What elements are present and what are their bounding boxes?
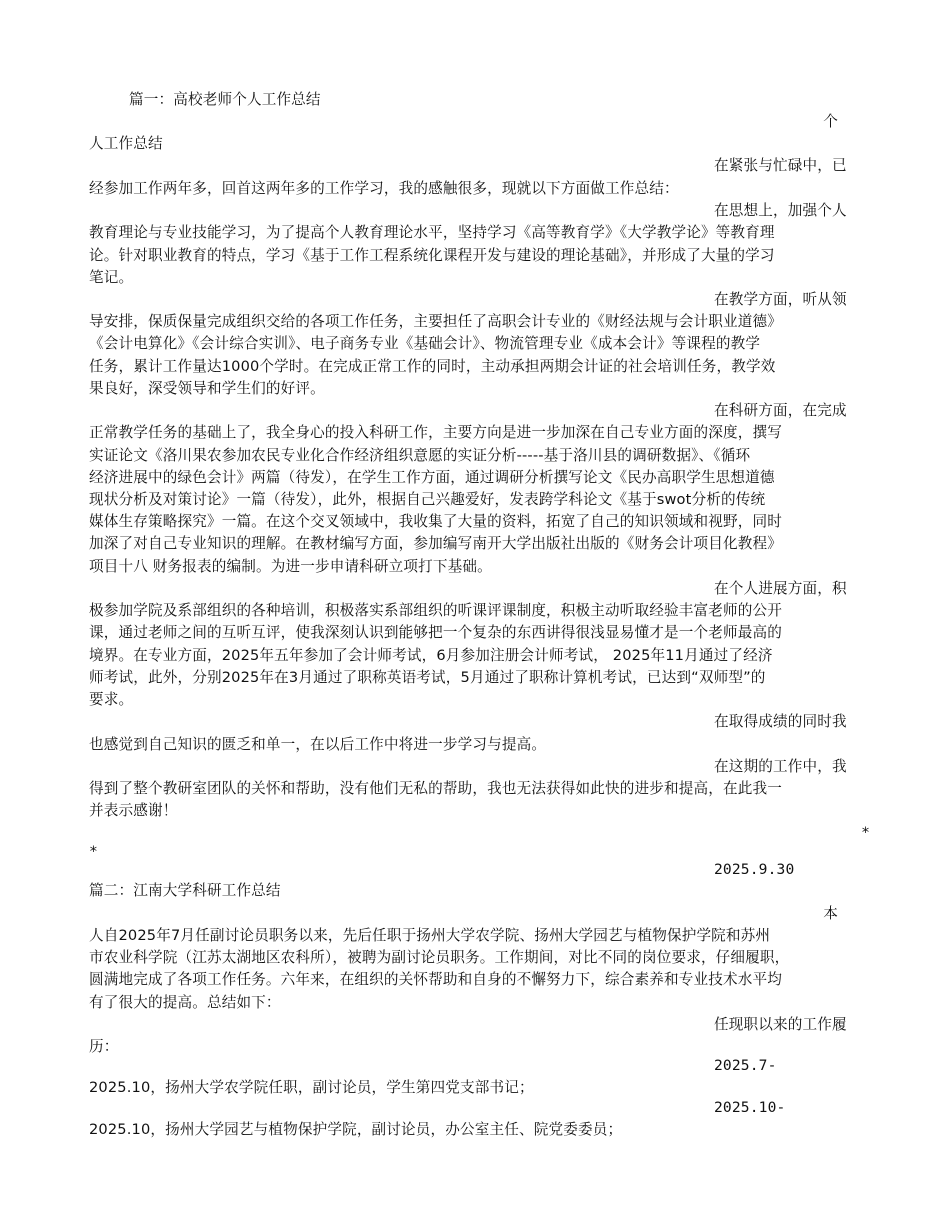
text-line: 圆满地完成了各项工作任务。六年来，在组织的关怀帮助和自身的不懈努力下，综合素养和专业技术水平均 xyxy=(89,971,782,988)
text-line: 课，通过老师之间的互听互评，使我深刻认识到能够把一个复杂的东西讲得很浅显易懂才是一个老师最高的 xyxy=(89,624,782,641)
text-line: 在个人进展方面，积 xyxy=(714,580,847,597)
text-line: 《会计电算化》《会计综合实训》、电子商务专业《基础会计》、物流管理专业《成本会计》等课程的教学 xyxy=(89,335,761,352)
text-line: 2025.10，扬州大学农学院任职，副讨论员，学生第四党支部书记； xyxy=(89,1079,534,1096)
text-line: 笔记。 xyxy=(89,269,134,286)
signature-date: 2025.9.30 xyxy=(714,861,795,878)
text-line: 要求。 xyxy=(89,691,134,708)
text-line: 本 xyxy=(823,905,838,922)
asterisk-mark: * xyxy=(861,824,870,841)
text-line: 经济进展中的绿色会计》两篇（待发），在学生工作方面，通过调研分析撰写论文《民办高职学生思想道德 xyxy=(89,469,775,486)
text-line: 教育理论与专业技能学习，为了提高个人教育理论水平，坚持学习《高等教育学》《大学教学论》等教育理 xyxy=(89,224,775,241)
text-line: 论。针对职业教育的特点，学习《基于工作工程系统化课程开发与建设的理论基础》，并形成了大量的学习 xyxy=(89,247,775,264)
text-line: 历： xyxy=(89,1038,119,1055)
text-line: 在这期的工作中，我 xyxy=(714,758,847,775)
text-line: 有了很大的提高。总结如下： xyxy=(89,994,281,1011)
section2-title: 篇二：江南大学科研工作总结 xyxy=(89,882,281,899)
text-line: 人工作总结 xyxy=(89,135,163,152)
text-line: 个 xyxy=(823,113,838,130)
text-line: 市农业科学院（江苏太湖地区农科所），被聘为副讨论员职务。工作期间，对比不同的岗位要求，仔细履职， xyxy=(89,949,790,966)
text-line: 导安排，保质保量完成组织交给的各项工作任务，主要担任了高职会计专业的《财经法规与会计职业道德》 xyxy=(89,313,782,330)
date-range-start: 2025.7- xyxy=(714,1057,777,1074)
text-line: 经参加工作两年多，回首这两年多的工作学习，我的感触很多，现就以下方面做工作总结： xyxy=(89,180,679,197)
text-line: 在思想上，加强个人 xyxy=(714,202,847,219)
text-line: 项目十八 财务报表的编制。为进一步申请科研立项打下基础。 xyxy=(89,558,492,575)
text-line: 境界。在专业方面，2025年五年参加了会计师考试，6月参加注册会计师考试， 2025年11月通过了经济 xyxy=(89,647,773,664)
text-line: 加深了对自己专业知识的理解。在教材编写方面，参加编写南开大学出版社出版的《财务会计项目化教程》 xyxy=(89,535,782,552)
text-line: 实证论文《洛川果农参加农民专业化合作经济组织意愿的实证分析-----基于洛川县的调研数据》、《循环 xyxy=(89,447,751,464)
text-line: 任现职以来的工作履 xyxy=(714,1016,847,1033)
text-line: 极参加学院及系部组织的各种培训，积极落实系部组织的听课评课制度，积极主动听取经验丰富老师的公开 xyxy=(89,602,782,619)
text-line: 在取得成绩的同时我 xyxy=(714,713,847,730)
text-line: 也感觉到自己知识的匮乏和单一，在以后工作中将进一步学习与提高。 xyxy=(89,736,547,753)
text-line: 得到了整个教研室团队的关怀和帮助，没有他们无私的帮助，我也无法获得如此快的进步和提高，在此我一 xyxy=(89,780,782,797)
asterisk-mark: * xyxy=(89,843,98,860)
text-line: 果良好，深受领导和学生们的好评。 xyxy=(89,380,325,397)
text-line: 师考试，此外，分别2025年在3月通过了职称英语考试，5月通过了职称计算机考试，已达到“双师型”的 xyxy=(89,669,766,686)
text-line: 人自2025年7月任副讨论员职务以来，先后任职于扬州大学农学院、扬州大学园艺与植物保护学院和苏州 xyxy=(89,927,771,944)
text-line: 任务，累计工作量达1000个学时。在完成正常工作的同时，主动承担两期会计证的社会培训任务，教学效 xyxy=(89,358,776,375)
date-range-start: 2025.10- xyxy=(714,1099,786,1116)
text-line: 在科研方面，在完成 xyxy=(714,402,847,419)
section1-title: 篇一：高校老师个人工作总结 xyxy=(129,91,321,108)
text-line: 现状分析及对策讨论》一篇（待发），此外，根据自己兴趣爱好，发表跨学科论文《基于swot分析的传统 xyxy=(89,491,766,508)
text-line: 正常教学任务的基础上了，我全身心的投入科研工作，主要方向是进一步加深在自己专业方面的深度，撰写 xyxy=(89,424,782,441)
text-line: 在紧张与忙碌中，已 xyxy=(714,157,847,174)
text-line: 2025.10，扬州大学园艺与植物保护学院，副讨论员，办公室主任、院党委委员； xyxy=(89,1121,623,1138)
text-line: 媒体生存策略探究》一篇。在这个交叉领域中，我收集了大量的资料，拓宽了自己的知识领域和视野，同时 xyxy=(89,513,782,530)
text-line: 在教学方面，听从领 xyxy=(714,291,847,308)
text-line: 并表示感谢！ xyxy=(89,802,178,819)
